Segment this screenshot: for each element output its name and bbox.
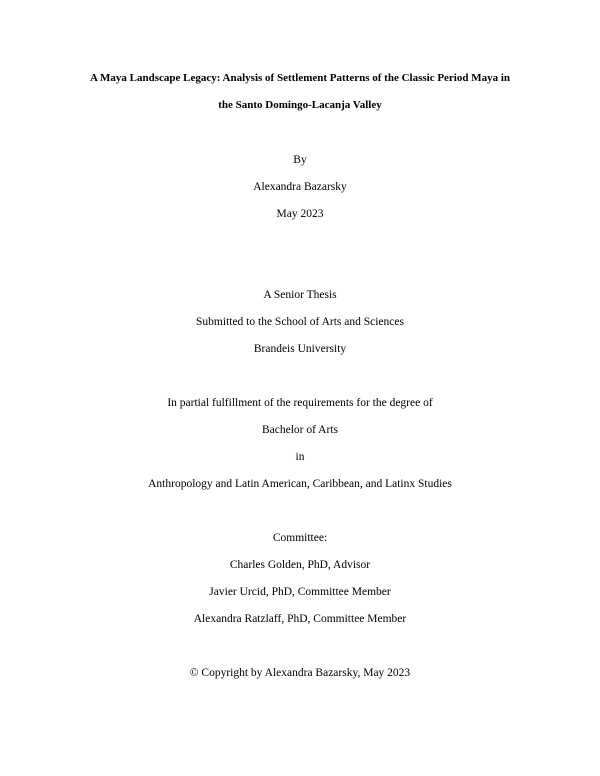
degree-name: Bachelor of Arts (261, 424, 338, 436)
submission-date: May 2023 (276, 208, 324, 220)
committee-member: Charles Golden, PhD, Advisor (229, 559, 371, 571)
copyright-notice: © Copyright by Alexandra Bazarsky, May 2023 (189, 667, 411, 679)
author-name: Alexandra Bazarsky (253, 181, 347, 193)
committee-member: Javier Urcid, PhD, Committee Member (209, 586, 391, 598)
by-label: By (293, 154, 307, 166)
fulfillment-statement: In partial fulfillment of the requirements for the degree of (167, 397, 433, 409)
committee-member: Alexandra Ratzlaff, PhD, Committee Member (193, 613, 407, 625)
in-label: in (295, 451, 305, 463)
thesis-title-line-1: A Maya Landscape Legacy: Analysis of Settlement Patterns of the Classic Period Maya in (89, 72, 511, 84)
submitted-to: Submitted to the School of Arts and Sciences (196, 316, 404, 328)
university-name: Brandeis University (253, 343, 347, 355)
field-of-study: Anthropology and Latin American, Caribbean, and Latinx Studies (148, 478, 452, 490)
thesis-title-line-2: the Santo Domingo-Lacanja Valley (218, 99, 382, 111)
committee-heading: Committee: (272, 532, 328, 544)
thesis-type: A Senior Thesis (263, 289, 337, 301)
